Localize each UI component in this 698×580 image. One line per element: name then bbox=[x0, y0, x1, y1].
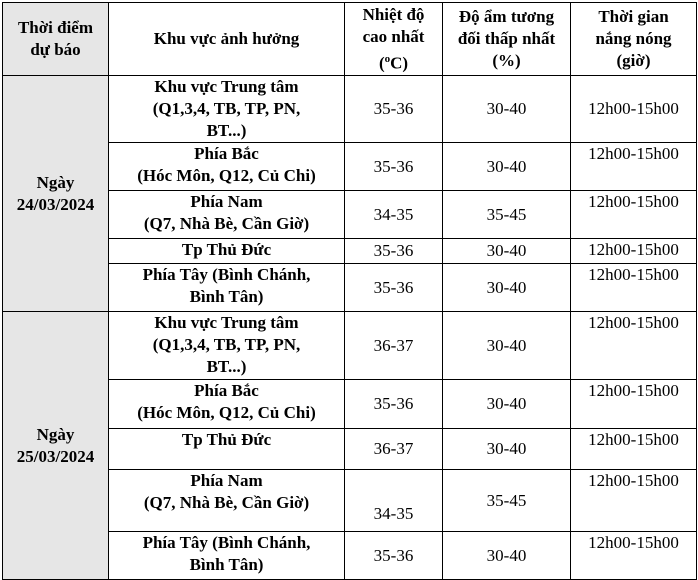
temp-cell: 35-36 bbox=[345, 532, 443, 580]
area-cell bbox=[109, 380, 345, 429]
area-line: (Q7, Nhà Bè, Cần Giờ) bbox=[143, 214, 310, 233]
humidity-cell: 30-40 bbox=[443, 429, 571, 470]
humidity-cell: 30-40 bbox=[443, 380, 571, 429]
temp-cell: 35-36 bbox=[345, 380, 443, 429]
heat-forecast-table bbox=[2, 2, 697, 580]
area-cell bbox=[109, 143, 345, 191]
temp-cell: 35-36 bbox=[345, 264, 443, 312]
table-row bbox=[3, 312, 697, 380]
heat-time-cell: 12h00-15h00 bbox=[571, 532, 697, 580]
table-row bbox=[3, 76, 697, 143]
heat-time-cell: 12h00-15h00 bbox=[571, 312, 697, 380]
area-line: BT...) bbox=[206, 121, 247, 140]
humidity-cell: 35-45 bbox=[443, 470, 571, 532]
header-humidity-line3: (%) bbox=[492, 51, 521, 70]
header-humidity-line1: Độ ẩm tương bbox=[458, 7, 555, 26]
area-line: Khu vực Trung tâm bbox=[154, 77, 299, 96]
area-cell bbox=[109, 239, 345, 264]
area-line: Phía Nam bbox=[190, 192, 263, 211]
day1-date-line1: Ngày bbox=[36, 172, 75, 192]
header-heat-time bbox=[571, 3, 697, 76]
heat-time-cell: 12h00-15h00 bbox=[571, 470, 697, 532]
heat-time-cell: 12h00-15h00 bbox=[571, 76, 697, 143]
temp-cell: 36-37 bbox=[345, 429, 443, 470]
header-temp-line1: Nhiệt độ bbox=[362, 4, 425, 24]
area-line: Bình Tân) bbox=[189, 287, 264, 306]
heat-time-cell: 12h00-15h00 bbox=[571, 143, 697, 191]
area-line: (Hóc Môn, Q12, Củ Chi) bbox=[137, 403, 316, 422]
humidity-cell: 30-40 bbox=[443, 76, 571, 143]
day2-date-cell bbox=[3, 312, 109, 580]
heat-time-cell: 12h00-15h00 bbox=[571, 264, 697, 312]
header-heat-line2: nắng nóng bbox=[595, 29, 672, 48]
area-line: Phía Tây (Bình Chánh, bbox=[142, 265, 311, 284]
day1-date-cell bbox=[3, 76, 109, 312]
area-line: (Q1,3,4, TB, TP, PN, bbox=[152, 335, 301, 354]
day2-date-line2: 25/03/2024 bbox=[16, 446, 95, 466]
area-cell bbox=[109, 470, 345, 532]
header-temp-line3: ($^o$C) bbox=[378, 52, 409, 73]
area-line: Phía Tây (Bình Chánh, bbox=[142, 533, 311, 552]
area-line: Tp Thủ Đức bbox=[181, 430, 272, 449]
temp-cell: 34-35 bbox=[345, 191, 443, 239]
heat-time-cell: 12h00-15h00 bbox=[571, 429, 697, 470]
area-line: Phía Bắc bbox=[194, 144, 259, 163]
temp-cell: 34-35 bbox=[345, 470, 443, 532]
degree-symbol: o bbox=[384, 52, 391, 65]
header-row bbox=[3, 3, 697, 76]
humidity-cell: 30-40 bbox=[443, 264, 571, 312]
humidity-cell: 30-40 bbox=[443, 143, 571, 191]
area-line: Phía Bắc bbox=[194, 381, 259, 400]
area-line: BT...) bbox=[206, 357, 247, 376]
area-cell bbox=[109, 429, 345, 470]
temp-cell: 35-36 bbox=[345, 143, 443, 191]
temp-cell: 35-36 bbox=[345, 239, 443, 264]
header-area bbox=[109, 3, 345, 76]
area-line: (Q1,3,4, TB, TP, PN, bbox=[152, 99, 301, 118]
area-line: (Q7, Nhà Bè, Cần Giờ) bbox=[143, 493, 310, 512]
area-line: Khu vực Trung tâm bbox=[154, 313, 299, 332]
temp-cell: 35-36 bbox=[345, 76, 443, 143]
area-cell bbox=[109, 76, 345, 143]
temp-cell: 36-37 bbox=[345, 312, 443, 380]
humidity-cell: 35-45 bbox=[443, 191, 571, 239]
header-forecast-time-line1: Thời điểm bbox=[17, 18, 94, 37]
humidity-cell: 30-40 bbox=[443, 239, 571, 264]
header-max-temp bbox=[345, 3, 443, 76]
area-line: (Hóc Môn, Q12, Củ Chi) bbox=[137, 166, 316, 185]
day2-date-line1: Ngày bbox=[36, 424, 75, 444]
header-forecast-time-line2: dự báo bbox=[30, 40, 81, 59]
area-line: Bình Tân) bbox=[189, 555, 264, 574]
header-area-label: Khu vực ảnh hưởng bbox=[153, 29, 300, 48]
humidity-cell: 30-40 bbox=[443, 532, 571, 580]
area-cell bbox=[109, 532, 345, 580]
header-forecast-time bbox=[3, 3, 109, 76]
area-cell bbox=[109, 312, 345, 380]
area-cell bbox=[109, 191, 345, 239]
header-temp-line2: cao nhất bbox=[362, 26, 425, 46]
heat-time-cell: 12h00-15h00 bbox=[571, 380, 697, 429]
day1-date-line2: 24/03/2024 bbox=[16, 194, 95, 214]
heat-time-cell: 12h00-15h00 bbox=[571, 239, 697, 264]
area-line: Phía Nam bbox=[190, 471, 263, 490]
heat-time-cell: 12h00-15h00 bbox=[571, 191, 697, 239]
header-min-humidity bbox=[443, 3, 571, 76]
humidity-cell: 30-40 bbox=[443, 312, 571, 380]
header-humidity-line2: đối thấp nhất bbox=[457, 29, 556, 48]
header-heat-line3: (giờ) bbox=[616, 51, 651, 70]
area-cell bbox=[109, 264, 345, 312]
area-line: Tp Thủ Đức bbox=[181, 240, 272, 259]
header-heat-line1: Thời gian bbox=[598, 7, 669, 26]
